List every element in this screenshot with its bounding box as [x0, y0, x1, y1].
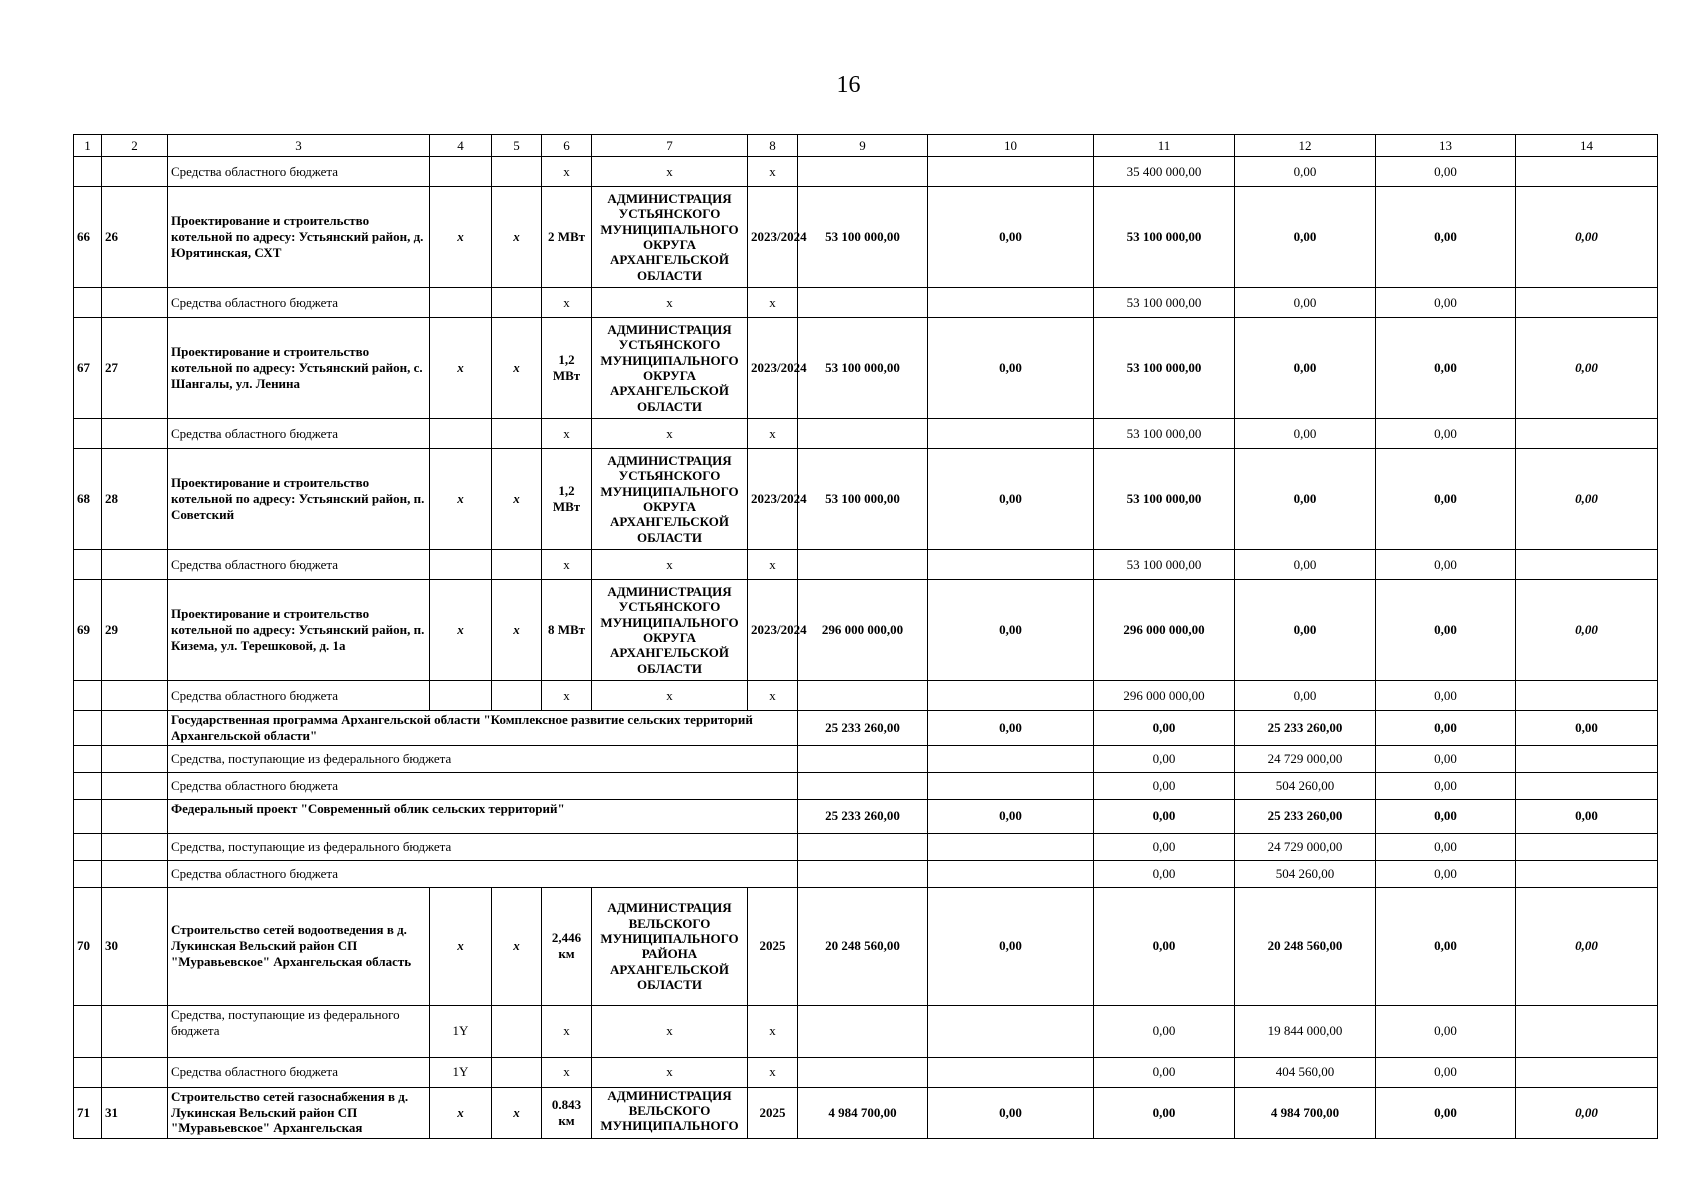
- amount-cell: 53 100 000,00: [1094, 187, 1235, 288]
- amount-cell: [928, 288, 1094, 318]
- column-header: 2: [102, 135, 168, 157]
- org-cell: АДМИНИСТРАЦИЯ УСТЬЯНСКОГО МУНИЦИПАЛЬНОГО ОКРУГА АРХАНГЕЛЬСКОЙ ОБЛАСТИ: [592, 318, 748, 419]
- row-number-cell: [74, 550, 102, 580]
- period-cell: x: [748, 1057, 798, 1087]
- amount-cell: 53 100 000,00: [1094, 318, 1235, 419]
- object-name-cell: Проектирование и строительство котельной по адресу: Устьянский район, д. Юрятинская, СХТ: [168, 187, 430, 288]
- capacity-cell: x: [542, 1057, 592, 1087]
- row-number-cell: [74, 799, 102, 833]
- code-cell: 1Y: [430, 1005, 492, 1057]
- amount-cell: 0,00: [1094, 711, 1235, 746]
- org-cell: АДМИНИСТРАЦИЯ УСТЬЯНСКОГО МУНИЦИПАЛЬНОГО ОКРУГА АРХАНГЕЛЬСКОЙ ОБЛАСТИ: [592, 449, 748, 550]
- column-header: 12: [1235, 135, 1376, 157]
- table-row: [74, 1005, 1658, 1057]
- period-cell: 2023/2024: [748, 318, 798, 419]
- code-cell: х: [430, 187, 492, 288]
- code-cell: х: [492, 887, 542, 1005]
- amount-cell: 0,00: [1376, 711, 1516, 746]
- amount-cell: 0,00: [1516, 187, 1658, 288]
- page-number: 16: [836, 72, 861, 98]
- amount-cell: 0,00: [1094, 1005, 1235, 1057]
- capacity-cell: x: [542, 419, 592, 449]
- amount-cell: 0,00: [1516, 449, 1658, 550]
- total-cell: 53 100 000,00: [798, 187, 928, 288]
- amount-cell: 53 100 000,00: [1094, 288, 1235, 318]
- org-cell: x: [592, 157, 748, 187]
- code-cell: [430, 550, 492, 580]
- org-cell: АДМИНИСТРАЦИЯ ВЕЛЬСКОГО МУНИЦИПАЛЬНОГО РАЙОНА АРХАНГЕЛЬСКОЙ ОБЛАСТИ: [592, 887, 748, 1005]
- amount-cell: 0,00: [1376, 1005, 1516, 1057]
- amount-cell: 0,00: [1235, 681, 1376, 711]
- amount-cell: 0,00: [1376, 799, 1516, 833]
- code-cell: 1Y: [430, 1057, 492, 1087]
- sub-number-cell: [102, 1057, 168, 1087]
- funding-source-label: Средства областного бюджета: [168, 157, 430, 187]
- amount-cell: 0,00: [1516, 580, 1658, 681]
- column-header: 3: [168, 135, 430, 157]
- amount-cell: 53 100 000,00: [1094, 550, 1235, 580]
- funding-source-label: Средства областного бюджета: [168, 772, 798, 799]
- empty-cell: [492, 681, 542, 711]
- amount-cell: 24 729 000,00: [1235, 745, 1376, 772]
- table-body: [74, 135, 1658, 1139]
- column-header: 5: [492, 135, 542, 157]
- org-cell: АДМИНИСТРАЦИЯ ВЕЛЬСКОГО МУНИЦИПАЛЬНОГО: [592, 1087, 748, 1138]
- column-header: 13: [1376, 135, 1516, 157]
- funding-source-label: Средства, поступающие из федерального бюджета: [168, 1005, 430, 1057]
- sub-number-cell: 28: [102, 449, 168, 550]
- empty-cell: [492, 1057, 542, 1087]
- amount-cell: 0,00: [1235, 318, 1376, 419]
- funding-source-label: Средства областного бюджета: [168, 419, 430, 449]
- empty-cell: [492, 288, 542, 318]
- amount-cell: 4 984 700,00: [1235, 1087, 1376, 1138]
- row-number-cell: [74, 288, 102, 318]
- amount-cell: 0,00: [1235, 550, 1376, 580]
- code-cell: [430, 157, 492, 187]
- column-header: 9: [798, 135, 928, 157]
- row-number-cell: [74, 711, 102, 746]
- period-cell: 2025: [748, 887, 798, 1005]
- empty-cell: [492, 1005, 542, 1057]
- amount-cell: 0,00: [928, 711, 1094, 746]
- org-cell: x: [592, 1057, 748, 1087]
- column-header: 11: [1094, 135, 1235, 157]
- amount-cell: [928, 550, 1094, 580]
- empty-cell: [492, 157, 542, 187]
- period-cell: 2023/2024: [748, 187, 798, 288]
- amount-cell: 0,00: [1376, 580, 1516, 681]
- amount-cell: [1516, 860, 1658, 887]
- amount-cell: 0,00: [1376, 887, 1516, 1005]
- amount-cell: [1516, 1057, 1658, 1087]
- table-row: [74, 1057, 1658, 1087]
- capacity-cell: x: [542, 288, 592, 318]
- sub-number-cell: [102, 550, 168, 580]
- capacity-cell: 2 МВт: [542, 187, 592, 288]
- total-cell: 4 984 700,00: [798, 1087, 928, 1138]
- sub-number-cell: [102, 1005, 168, 1057]
- funding-source-label: Средства областного бюджета: [168, 681, 430, 711]
- amount-cell: 25 233 260,00: [1235, 799, 1376, 833]
- amount-cell: 19 844 000,00: [1235, 1005, 1376, 1057]
- row-number-cell: [74, 833, 102, 860]
- empty-cell: [492, 419, 542, 449]
- total-cell: 53 100 000,00: [798, 449, 928, 550]
- object-name-cell: Строительство сетей водоотведения в д. Лукинская Вельский район СП "Муравьевское" Архангельская область: [168, 887, 430, 1005]
- amount-cell: 0,00: [1094, 860, 1235, 887]
- total-cell: [798, 157, 928, 187]
- capacity-cell: 2,446 км: [542, 887, 592, 1005]
- row-number-cell: [74, 745, 102, 772]
- amount-cell: 0,00: [1376, 419, 1516, 449]
- row-number-cell: [74, 772, 102, 799]
- column-header: 8: [748, 135, 798, 157]
- object-name-cell: Строительство сетей газоснабжения в д. Лукинская Вельский район СП "Муравьевское" Архангельская: [168, 1087, 430, 1138]
- amount-cell: 0,00: [1094, 833, 1235, 860]
- amount-cell: 0,00: [1516, 318, 1658, 419]
- table-row: [74, 833, 1658, 860]
- amount-cell: [1516, 745, 1658, 772]
- amount-cell: [928, 833, 1094, 860]
- amount-cell: [928, 1005, 1094, 1057]
- sub-number-cell: 31: [102, 1087, 168, 1138]
- amount-cell: 25 233 260,00: [1235, 711, 1376, 746]
- amount-cell: 0,00: [928, 449, 1094, 550]
- capacity-cell: 1,2 МВт: [542, 318, 592, 419]
- row-number-cell: 67: [74, 318, 102, 419]
- object-name-cell: Проектирование и строительство котельной по адресу: Устьянский район, п. Кизема, ул. Терешковой, д. 1а: [168, 580, 430, 681]
- row-number-cell: 71: [74, 1087, 102, 1138]
- amount-cell: 0,00: [1376, 157, 1516, 187]
- column-header: 6: [542, 135, 592, 157]
- amount-cell: 0,00: [1094, 1087, 1235, 1138]
- amount-cell: 0,00: [1094, 887, 1235, 1005]
- object-name-cell: Проектирование и строительство котельной по адресу: Устьянский район, с. Шангалы, ул. Ленина: [168, 318, 430, 419]
- code-cell: х: [492, 580, 542, 681]
- budget-table: [73, 134, 1658, 1139]
- code-cell: х: [492, 187, 542, 288]
- amount-cell: 0,00: [1235, 157, 1376, 187]
- total-cell: [798, 833, 928, 860]
- capacity-cell: 8 МВт: [542, 580, 592, 681]
- row-number-cell: 70: [74, 887, 102, 1005]
- sub-number-cell: 30: [102, 887, 168, 1005]
- amount-cell: 296 000 000,00: [1094, 580, 1235, 681]
- amount-cell: 0,00: [1376, 745, 1516, 772]
- org-cell: x: [592, 1005, 748, 1057]
- table-row: [74, 887, 1658, 1005]
- period-cell: 2025: [748, 1087, 798, 1138]
- code-cell: [430, 288, 492, 318]
- amount-cell: 404 560,00: [1235, 1057, 1376, 1087]
- table-row: [74, 449, 1658, 550]
- total-cell: [798, 1005, 928, 1057]
- sub-number-cell: [102, 833, 168, 860]
- sub-number-cell: [102, 799, 168, 833]
- amount-cell: 0,00: [1376, 1057, 1516, 1087]
- amount-cell: 0,00: [1094, 772, 1235, 799]
- column-header: 14: [1516, 135, 1658, 157]
- amount-cell: 0,00: [1376, 681, 1516, 711]
- funding-source-label: Средства областного бюджета: [168, 288, 430, 318]
- amount-cell: 53 100 000,00: [1094, 449, 1235, 550]
- capacity-cell: x: [542, 681, 592, 711]
- org-cell: x: [592, 288, 748, 318]
- amount-cell: [928, 157, 1094, 187]
- code-cell: х: [430, 449, 492, 550]
- row-number-cell: [74, 419, 102, 449]
- sub-number-cell: [102, 745, 168, 772]
- row-number-cell: 68: [74, 449, 102, 550]
- sub-number-cell: 27: [102, 318, 168, 419]
- period-cell: x: [748, 681, 798, 711]
- amount-cell: 0,00: [1516, 711, 1658, 746]
- column-header: 4: [430, 135, 492, 157]
- funding-source-label: Средства областного бюджета: [168, 1057, 430, 1087]
- period-cell: x: [748, 288, 798, 318]
- capacity-cell: x: [542, 157, 592, 187]
- org-cell: x: [592, 681, 748, 711]
- capacity-cell: x: [542, 1005, 592, 1057]
- code-cell: х: [492, 318, 542, 419]
- row-number-cell: [74, 1057, 102, 1087]
- table-row: [74, 772, 1658, 799]
- sub-number-cell: [102, 772, 168, 799]
- empty-cell: [492, 550, 542, 580]
- sub-number-cell: [102, 288, 168, 318]
- funding-source-label: Средства областного бюджета: [168, 860, 798, 887]
- row-number-cell: [74, 860, 102, 887]
- amount-cell: 0,00: [928, 318, 1094, 419]
- sub-number-cell: [102, 860, 168, 887]
- amount-cell: 296 000 000,00: [1094, 681, 1235, 711]
- amount-cell: [1516, 550, 1658, 580]
- table-row: [74, 157, 1658, 187]
- amount-cell: 0,00: [1376, 833, 1516, 860]
- amount-cell: 0,00: [928, 1087, 1094, 1138]
- total-cell: [798, 550, 928, 580]
- sub-number-cell: [102, 711, 168, 746]
- table-row: [74, 745, 1658, 772]
- code-cell: х: [430, 1087, 492, 1138]
- row-number-cell: 69: [74, 580, 102, 681]
- funding-source-label: Средства, поступающие из федерального бюджета: [168, 833, 798, 860]
- sub-number-cell: [102, 681, 168, 711]
- total-cell: [798, 419, 928, 449]
- code-cell: [430, 419, 492, 449]
- amount-cell: 0,00: [1516, 799, 1658, 833]
- code-cell: х: [430, 580, 492, 681]
- amount-cell: 0,00: [1376, 1087, 1516, 1138]
- amount-cell: [928, 860, 1094, 887]
- total-cell: [798, 860, 928, 887]
- total-cell: [798, 681, 928, 711]
- table-row: [74, 681, 1658, 711]
- period-cell: x: [748, 419, 798, 449]
- amount-cell: 53 100 000,00: [1094, 419, 1235, 449]
- amount-cell: 0,00: [1376, 772, 1516, 799]
- total-cell: [798, 1057, 928, 1087]
- amount-cell: 0,00: [1376, 550, 1516, 580]
- table-row: [74, 419, 1658, 449]
- amount-cell: 20 248 560,00: [1235, 887, 1376, 1005]
- amount-cell: [928, 745, 1094, 772]
- amount-cell: [928, 1057, 1094, 1087]
- capacity-cell: x: [542, 550, 592, 580]
- sub-number-cell: 26: [102, 187, 168, 288]
- amount-cell: 504 260,00: [1235, 860, 1376, 887]
- total-cell: 25 233 260,00: [798, 711, 928, 746]
- org-cell: x: [592, 550, 748, 580]
- table-row: [74, 711, 1658, 746]
- amount-cell: 0,00: [1376, 449, 1516, 550]
- code-cell: [430, 681, 492, 711]
- amount-cell: [1516, 772, 1658, 799]
- amount-cell: 24 729 000,00: [1235, 833, 1376, 860]
- table-row: [74, 1087, 1658, 1138]
- code-cell: х: [492, 449, 542, 550]
- row-number-cell: [74, 1005, 102, 1057]
- total-cell: 20 248 560,00: [798, 887, 928, 1005]
- row-number-cell: [74, 157, 102, 187]
- period-cell: x: [748, 1005, 798, 1057]
- amount-cell: 0,00: [1376, 860, 1516, 887]
- sub-number-cell: 29: [102, 580, 168, 681]
- column-number-header-row: [74, 135, 1658, 157]
- amount-cell: [1516, 1005, 1658, 1057]
- amount-cell: [928, 772, 1094, 799]
- amount-cell: 0,00: [928, 887, 1094, 1005]
- total-cell: [798, 745, 928, 772]
- org-cell: АДМИНИСТРАЦИЯ УСТЬЯНСКОГО МУНИЦИПАЛЬНОГО ОКРУГА АРХАНГЕЛЬСКОЙ ОБЛАСТИ: [592, 580, 748, 681]
- amount-cell: 0,00: [1235, 187, 1376, 288]
- period-cell: x: [748, 157, 798, 187]
- row-number-cell: [74, 681, 102, 711]
- capacity-cell: 1,2 МВт: [542, 449, 592, 550]
- amount-cell: 0,00: [1376, 318, 1516, 419]
- amount-cell: [1516, 157, 1658, 187]
- code-cell: х: [430, 318, 492, 419]
- total-cell: [798, 772, 928, 799]
- amount-cell: [928, 681, 1094, 711]
- amount-cell: 0,00: [1516, 1087, 1658, 1138]
- amount-cell: 0,00: [1094, 745, 1235, 772]
- total-cell: 25 233 260,00: [798, 799, 928, 833]
- program-title: Федеральный проект "Современный облик сельских территорий": [168, 799, 798, 833]
- amount-cell: [1516, 833, 1658, 860]
- code-cell: х: [430, 887, 492, 1005]
- amount-cell: 0,00: [1235, 288, 1376, 318]
- amount-cell: 0,00: [1094, 799, 1235, 833]
- amount-cell: 0,00: [1235, 419, 1376, 449]
- program-title: Государственная программа Архангельской области "Комплексное развитие сельских территорий Архангельской области": [168, 711, 798, 746]
- org-cell: x: [592, 419, 748, 449]
- table-row: [74, 318, 1658, 419]
- amount-cell: 0,00: [1235, 580, 1376, 681]
- org-cell: АДМИНИСТРАЦИЯ УСТЬЯНСКОГО МУНИЦИПАЛЬНОГО ОКРУГА АРХАНГЕЛЬСКОЙ ОБЛАСТИ: [592, 187, 748, 288]
- total-cell: 296 000 000,00: [798, 580, 928, 681]
- table-row: [74, 288, 1658, 318]
- table-row: [74, 799, 1658, 833]
- table-row: [74, 187, 1658, 288]
- row-number-cell: 66: [74, 187, 102, 288]
- amount-cell: 0,00: [1376, 187, 1516, 288]
- table-row: [74, 860, 1658, 887]
- amount-cell: 504 260,00: [1235, 772, 1376, 799]
- column-header: 7: [592, 135, 748, 157]
- period-cell: 2023/2024: [748, 449, 798, 550]
- total-cell: [798, 288, 928, 318]
- sub-number-cell: [102, 157, 168, 187]
- amount-cell: [1516, 681, 1658, 711]
- amount-cell: [1516, 419, 1658, 449]
- total-cell: 53 100 000,00: [798, 318, 928, 419]
- amount-cell: [928, 419, 1094, 449]
- amount-cell: 0,00: [1235, 449, 1376, 550]
- column-header: 1: [74, 135, 102, 157]
- amount-cell: 0,00: [1376, 288, 1516, 318]
- sub-number-cell: [102, 419, 168, 449]
- object-name-cell: Проектирование и строительство котельной по адресу: Устьянский район, п. Советский: [168, 449, 430, 550]
- amount-cell: 35 400 000,00: [1094, 157, 1235, 187]
- table-row: [74, 550, 1658, 580]
- amount-cell: [1516, 288, 1658, 318]
- amount-cell: 0,00: [1094, 1057, 1235, 1087]
- period-cell: 2023/2024: [748, 580, 798, 681]
- funding-source-label: Средства областного бюджета: [168, 550, 430, 580]
- period-cell: x: [748, 550, 798, 580]
- column-header: 10: [928, 135, 1094, 157]
- amount-cell: 0,00: [1516, 887, 1658, 1005]
- table-row: [74, 580, 1658, 681]
- amount-cell: 0,00: [928, 187, 1094, 288]
- amount-cell: 0,00: [928, 799, 1094, 833]
- funding-source-label: Средства, поступающие из федерального бюджета: [168, 745, 798, 772]
- amount-cell: 0,00: [928, 580, 1094, 681]
- capacity-cell: 0.843 км: [542, 1087, 592, 1138]
- code-cell: х: [492, 1087, 542, 1138]
